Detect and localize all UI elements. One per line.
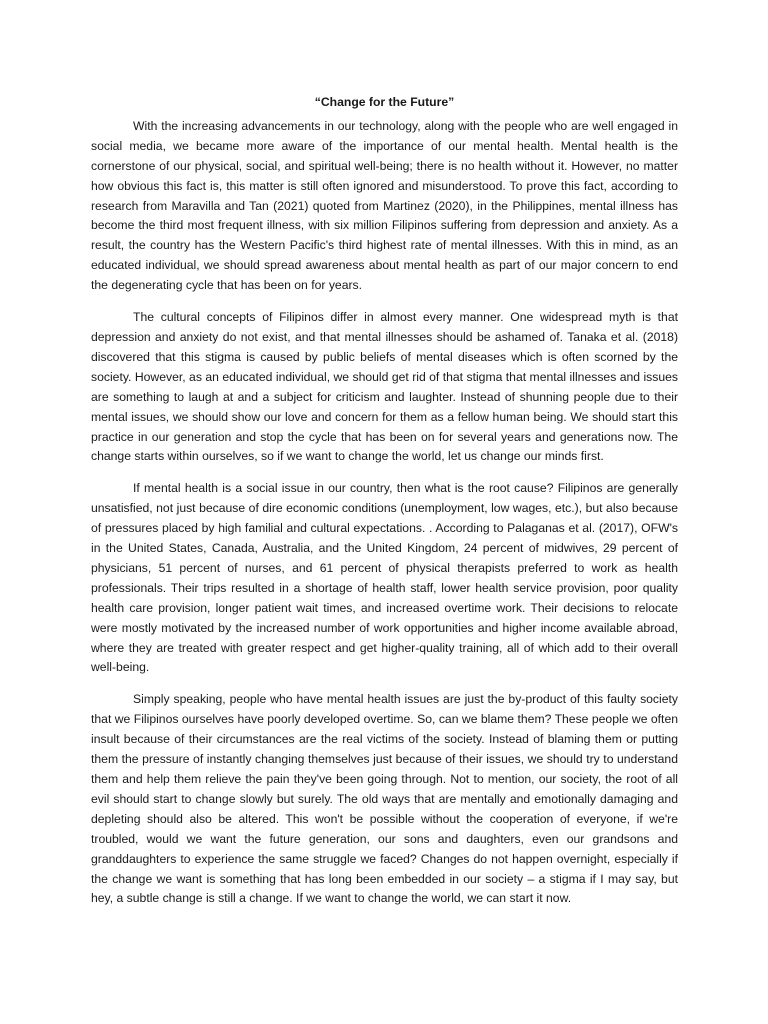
document-page (91, 93, 678, 921)
paragraph-1: With the increasing advancements in our technology, along with the people who are well engaged in social media, we became more aware of the importance of our mental health. Mental health is the cornerstone of our physical, social, and spiritual well-being; there is no health without it. However, no matter how obvious this fact is, this matter is still often ignored and misunderstood. To prove this fact, according to research from Maravilla and Tan (2021) quoted from Martinez (2020), in the Philippines, mental illness has become the third most frequent illness, with six million Filipinos suffering from depression and anxiety. As a result, the country has the Western Pacific's third highest rate of mental illnesses. With this in mind, as an educated individual, we should spread awareness about mental health as part of our major concern to end the degenerating cycle that has been on for years. (91, 118, 678, 293)
document-title: “Change for the Future” (314, 95, 455, 109)
paragraph-4: Simply speaking, people who have mental health issues are just the by-product of this faulty society that we Filipinos ourselves have poorly developed overtime. So, can we blame them? These people we often insult because of their circumstances are the real victims of the society. Instead of blaming them or putting them the pressure of instantly changing themselves just because of their issues, we should try to understand them and help them relieve the pain they've been going through. Not to mention, our society, the root of all evil should start to change slowly but surely. The old ways that are mentally and emotionally damaging and depleting should also be altered. This won't be possible without the cooperation of everyone, if we're troubled, would we want the future generation, our sons and daughters, even our grandsons and granddaughters to experience the same struggle we faced? Changes do not happen overnight, especially if the change we want is something that has long been embedded in our society – a stigma if I may say, but hey, a subtle change is still a change. If we want to change the world, we can start it now. (91, 692, 678, 906)
paragraph-3: If mental health is a social issue in our country, then what is the root cause? Filipinos are generally unsatisfied, not just because of dire economic conditions (unemployment, low wages, etc.), but also because of pressures placed by high familial and cultural expectations. . According to Palaganas et al. (2017), OFW's in the United States, Canada, Australia, and the United Kingdom, 24 percent of midwives, 29 percent of physicians, 51 percent of nurses, and 61 percent of physical therapists preferred to work as health professionals. Their trips resulted in a shortage of health staff, lower health service provision, poor quality health care provision, longer patient wait times, and increased overtime work. Their decisions to relocate were mostly motivated by the increased number of work opportunities and higher income available abroad, where they are treated with greater respect and get higher-quality training, all of which add to their overall well-being. (91, 481, 678, 675)
paragraph-2: The cultural concepts of Filipinos differ in almost every manner. One widespread myth is that depression and anxiety do not exist, and that mental illnesses should be ashamed of. Tanaka et al. (2018) discovered that this stigma is caused by public beliefs of mental diseases which is often scorned by the society. However, as an educated individual, we should get rid of that stigma that mental illnesses and issues are something to laugh at and a subject for criticism and laughter. Instead of shunning people due to their mental issues, we should show our love and concern for them as a fellow human being. We should start this practice in our generation and stop the cycle that has been on for several years and generations now. The change starts within ourselves, so if we want to change the world, let us change our minds first. (91, 310, 678, 464)
